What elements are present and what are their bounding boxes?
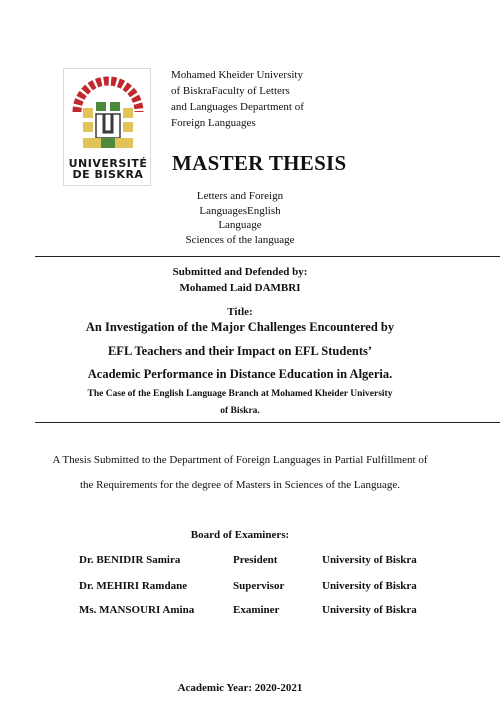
thesis-subtitle-line: of Biskra. bbox=[220, 406, 260, 416]
university-line: and Languages Department of bbox=[171, 101, 304, 113]
university-info bbox=[171, 67, 371, 131]
examiner-institution: University of Biskra bbox=[322, 580, 417, 592]
examiner-row bbox=[0, 580, 500, 596]
university-line: Foreign Languages bbox=[171, 117, 256, 129]
examiner-name: Dr. MEHIRI Ramdane bbox=[79, 580, 188, 592]
field-line: Language bbox=[218, 219, 262, 231]
examiner-row bbox=[0, 554, 500, 570]
document-type-heading: MASTER THESIS bbox=[172, 151, 347, 175]
title-label: Title: bbox=[227, 306, 253, 318]
board-heading: Board of Examiners: bbox=[190, 529, 290, 541]
logo-word-universite: UNIVERSITÉ bbox=[68, 157, 148, 170]
university-logo bbox=[63, 68, 153, 188]
thesis-subtitle-line: The Case of the English Language Branch at Mohamed Kheider University bbox=[87, 389, 393, 399]
submission-statement-line: A Thesis Submitted to the Department of Foreign Languages in Partial Fulfillment of bbox=[52, 454, 428, 466]
thesis-title-line: EFL Teachers and their Impact on EFL Students’ bbox=[107, 344, 373, 358]
examiner-role: Examiner bbox=[233, 604, 280, 616]
examiner-role: Supervisor bbox=[233, 580, 285, 592]
logo-word-de-biskra: DE BISKRA bbox=[72, 168, 144, 181]
examiner-role: President bbox=[233, 554, 278, 566]
examiner-row bbox=[0, 604, 500, 620]
examiner-name: Ms. MANSOURI Amina bbox=[79, 604, 195, 616]
submission-statement-line: the Requirements for the degree of Masters in Sciences of the Language. bbox=[79, 479, 401, 491]
field-line: LanguagesEnglish bbox=[199, 204, 281, 217]
submitted-label: Submitted and Defended by: bbox=[172, 266, 308, 278]
author-name: Mohamed Laid DAMBRI bbox=[179, 282, 301, 294]
thesis-title-line: An Investigation of the Major Challenges Encountered by bbox=[85, 320, 395, 334]
academic-year: Academic Year: 2020-2021 bbox=[177, 682, 303, 694]
university-line: of BiskraFaculty of Letters bbox=[171, 85, 290, 97]
examiner-institution: University of Biskra bbox=[322, 554, 417, 566]
divider bbox=[35, 422, 500, 423]
divider bbox=[35, 256, 500, 257]
field-line: Letters and Foreign bbox=[196, 190, 284, 202]
university-line: Mohamed Kheider University bbox=[171, 69, 303, 81]
field-of-study bbox=[150, 189, 330, 247]
university-emblem-icon bbox=[67, 72, 149, 156]
thesis-title-line: Academic Performance in Distance Education in Algeria. bbox=[87, 367, 393, 381]
field-line: Sciences of the language bbox=[185, 233, 295, 246]
examiner-name: Dr. BENIDIR Samira bbox=[79, 554, 181, 566]
examiner-institution: University of Biskra bbox=[322, 604, 417, 616]
